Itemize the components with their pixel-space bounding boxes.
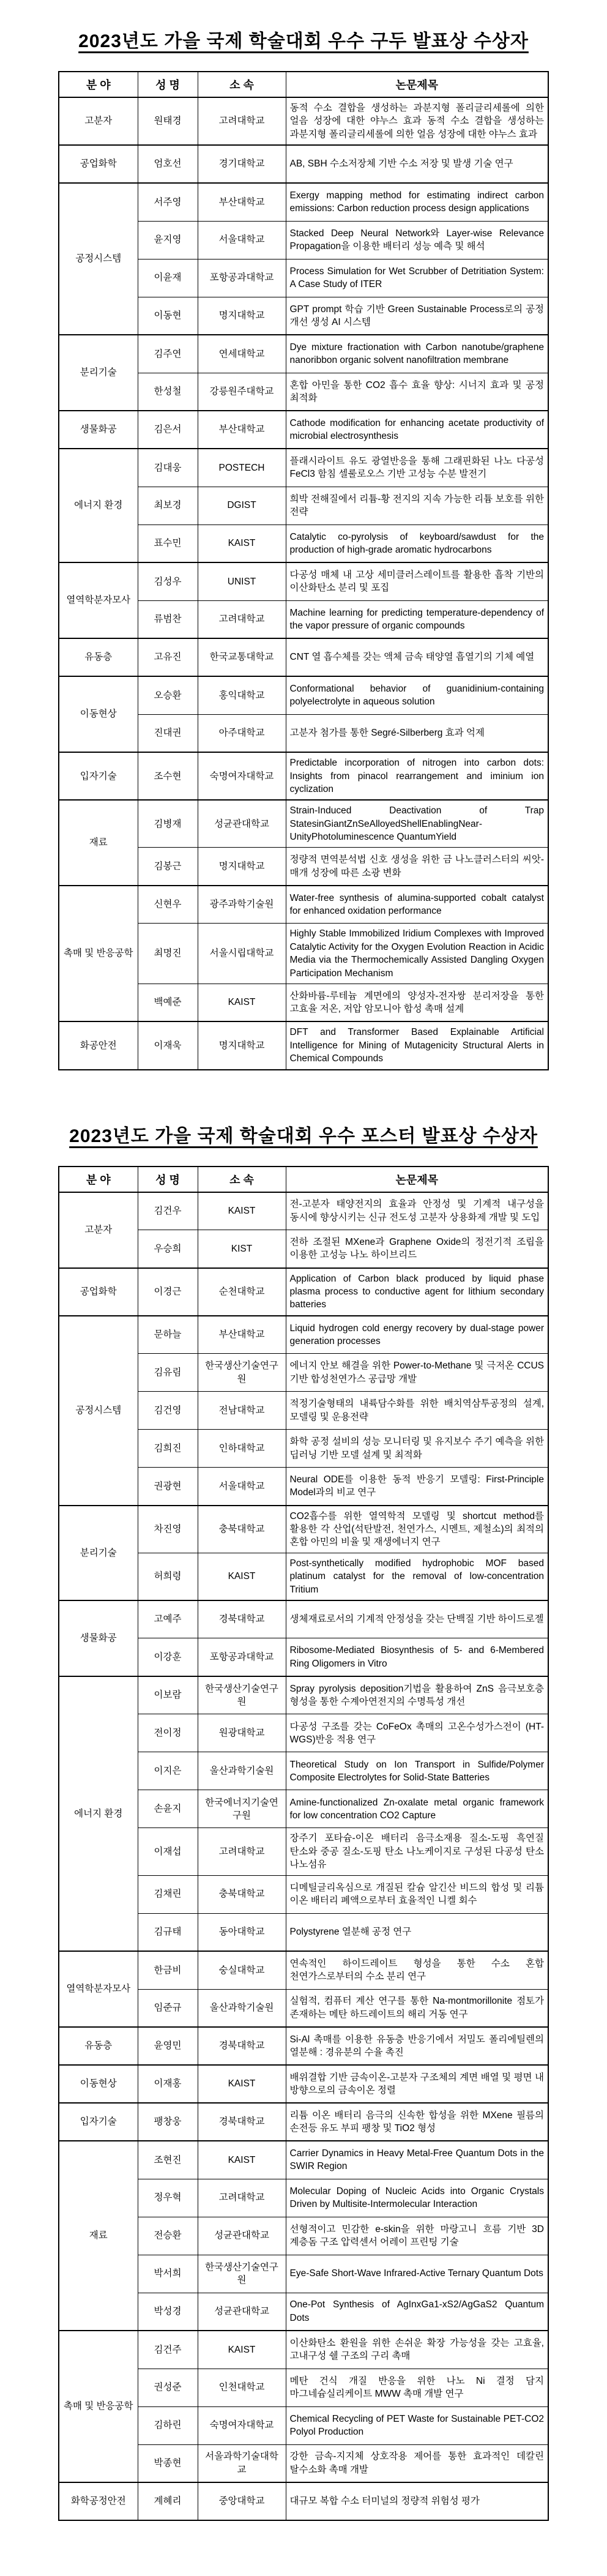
name-cell: 표수민	[138, 525, 198, 562]
award-row	[59, 1268, 548, 1316]
paper-title-cell: Process Simulation for Wet Scrubber of Detritiation System: A Case Study of ITER	[286, 259, 548, 297]
oral-award-section	[58, 26, 549, 1070]
field-cell: 화공안전	[59, 1021, 138, 1069]
field-cell: 열역학분자모사	[59, 1951, 138, 2027]
field-cell: 에너지 환경	[59, 449, 138, 562]
poster-award-title: 2023년도 가을 국제 학술대회 우수 포스터 발표상 수상자	[69, 1126, 538, 1146]
name-cell: 이경근	[138, 1268, 198, 1316]
affiliation-cell: KAIST	[198, 984, 286, 1021]
affiliation-cell: UNIST	[198, 562, 286, 600]
name-cell: 이재섭	[138, 1828, 198, 1875]
name-cell: 김은서	[138, 411, 198, 449]
affiliation-cell: 한국교통대학교	[198, 638, 286, 676]
affiliation-cell: 한국생산기술연구원	[198, 2255, 286, 2293]
paper-title-cell: 고분자 첨가를 통한 Segré-Silberberg 효과 억제	[286, 714, 548, 752]
paper-title-cell: CNT 열 흡수체를 갖는 액체 금속 태양열 흡열기의 기체 예열	[286, 638, 548, 676]
affiliation-cell: 서울시립대학교	[198, 924, 286, 984]
name-cell: 허희령	[138, 1553, 198, 1600]
field-cell: 입자기술	[59, 752, 138, 800]
affiliation-cell: 고려대학교	[198, 600, 286, 638]
paper-title-cell: Conformational behavior of guanidinium-containing polyelectrolyte in aqueous solution	[286, 676, 548, 714]
affiliation-cell: 고려대학교	[198, 1828, 286, 1875]
name-cell: 이재욱	[138, 1021, 198, 1069]
paper-title-cell: 메탄 건식 개질 반응을 위한 나노 Ni 결정 담지 마그네슘실리케이트 MWW 촉매 개발 연구	[286, 2369, 548, 2406]
name-cell: 이동현	[138, 297, 198, 335]
name-cell: 박서희	[138, 2255, 198, 2293]
paper-title-cell: Theoretical Study on Ion Transport in Sulfide/Polymer Composite Electrolytes for Solid-State Batteries	[286, 1752, 548, 1790]
paper-title-cell: One-Pot Synthesis of AgInxGa1-xS2/AgGaS2 Quantum Dots	[286, 2293, 548, 2331]
paper-title-cell: 희박 전해질에서 리튬-황 전지의 지속 가능한 리튬 보호를 위한 전략	[286, 487, 548, 525]
award-row	[59, 2027, 548, 2065]
award-row	[59, 335, 548, 373]
affiliation-cell: KAIST	[198, 1553, 286, 1600]
name-cell: 최명진	[138, 924, 198, 984]
column-header-affiliation: 소 속	[198, 72, 286, 97]
name-cell: 정우혁	[138, 2179, 198, 2217]
name-cell: 고예주	[138, 1600, 198, 1638]
paper-title-cell: 다공성 매체 내 고상 세미클러스레이트를 활용한 흡착 기반의 이산화탄소 분리 및 포집	[286, 562, 548, 600]
paper-title-cell: AB, SBH 수소저장체 기반 수소 저장 및 발생 기술 연구	[286, 145, 548, 183]
paper-title-cell: 적정기술형태의 내륙담수화를 위한 배치역삼투공정의 설계, 모델링 및 운용전략	[286, 1392, 548, 1430]
award-row	[59, 183, 548, 221]
affiliation-cell: 숙명여자대학교	[198, 752, 286, 800]
award-row	[59, 1506, 548, 1553]
affiliation-cell: 성균관대학교	[198, 2217, 286, 2255]
affiliation-cell: 명지대학교	[198, 297, 286, 335]
affiliation-cell: 홍익대학교	[198, 676, 286, 714]
name-cell: 우승희	[138, 1230, 198, 1268]
affiliation-cell: KAIST	[198, 2331, 286, 2369]
paper-title-cell: 리튬 이온 배터리 음극의 신속한 합성을 위한 MXene 필름의 손전등 유도 부피 팽창 및 TiO2 형성	[286, 2103, 548, 2141]
name-cell: 김건주	[138, 2331, 198, 2369]
name-cell: 신현우	[138, 886, 198, 924]
header-row	[59, 72, 548, 97]
award-row	[59, 752, 548, 800]
affiliation-cell: 울산과학기술원	[198, 1989, 286, 2027]
affiliation-cell: 순천대학교	[198, 1268, 286, 1316]
paper-title-cell: Cathode modification for enhancing acetate productivity of microbial electrosynthesis	[286, 411, 548, 449]
affiliation-cell: 고려대학교	[198, 97, 286, 145]
paper-title-cell: 플래시라이트 유도 광열반응을 통해 그래핀화된 나노 다공성 FeCl3 함침 셀룰로오스 기반 고성능 수분 발전기	[286, 449, 548, 487]
affiliation-cell: 인하대학교	[198, 1430, 286, 1468]
paper-title-cell: 배위결합 기반 금속이온-고분자 구조체의 계면 배열 및 평면 내 방향으로의 금속이온 정렬	[286, 2065, 548, 2103]
paper-title-cell: Strain-Induced Deactivation of Trap StatesinGiantZnSeAlloyedShellEnablingNear-UnityPhotoluminescence QuantumYield	[286, 800, 548, 848]
field-cell: 공정시스템	[59, 183, 138, 335]
paper-title-cell: 이산화탄소 환원을 위한 손쉬운 확장 가능성을 갖는 고효율, 고내구성 쉘 구조의 구리 촉매	[286, 2331, 548, 2369]
field-cell: 공정시스템	[59, 1316, 138, 1506]
paper-title-cell: 연속적인 하이드레이트 형성을 통한 수소 혼합 천연가스로부터의 수소 분리 연구	[286, 1951, 548, 1989]
affiliation-cell: 한국생산기술연구원	[198, 1676, 286, 1714]
paper-title-cell: Spray pyrolysis deposition기법을 활용하여 ZnS 음극보호층 형성을 통한 수계아연전지의 수명특성 개선	[286, 1676, 548, 1714]
name-cell: 서주영	[138, 183, 198, 221]
name-cell: 한성철	[138, 373, 198, 411]
affiliation-cell: 포항공과대학교	[198, 259, 286, 297]
name-cell: 김하린	[138, 2406, 198, 2444]
paper-title-cell: Eye-Safe Short-Wave Infrared-Active Ternary Quantum Dots	[286, 2255, 548, 2293]
name-cell: 조수현	[138, 752, 198, 800]
award-row	[59, 638, 548, 676]
affiliation-cell: 명지대학교	[198, 1021, 286, 1069]
affiliation-cell: KAIST	[198, 525, 286, 562]
award-row	[59, 676, 548, 714]
affiliation-cell: 부산대학교	[198, 411, 286, 449]
name-cell: 이보람	[138, 1676, 198, 1714]
paper-title-cell: 생체재료로서의 기계적 안정성을 갖는 단백질 기반 하이드로젤	[286, 1600, 548, 1638]
paper-title-cell: Catalytic co-pyrolysis of keyboard/sawdust for the production of high-grade aromatic hydrocarbons	[286, 525, 548, 562]
affiliation-cell: 원광대학교	[198, 1714, 286, 1752]
paper-title-cell: Highly Stable Immobilized Iridium Complexes with Improved Catalytic Activity for the Oxygen Evolution Reaction in Acidic Media via the Thermochemically Assisted Dangling Oxygen Participation Mechanism	[286, 924, 548, 984]
name-cell: 김건우	[138, 1192, 198, 1230]
name-cell: 윤지영	[138, 221, 198, 259]
field-cell: 고분자	[59, 1192, 138, 1268]
paper-title-cell: 산화바륨-루테늄 계면에의 양성자-전자쌍 분리저장을 통한 고효율 저온, 저압 암모니아 합성 촉매 설계	[286, 984, 548, 1021]
award-row	[59, 886, 548, 924]
field-cell: 에너지 환경	[59, 1676, 138, 1951]
name-cell: 김병재	[138, 800, 198, 848]
affiliation-cell: KAIST	[198, 2065, 286, 2103]
affiliation-cell: 울산과학기술원	[198, 1752, 286, 1790]
paper-title-cell: Exergy mapping method for estimating indirect carbon emissions: Carbon reduction process design applications	[286, 183, 548, 221]
paper-title-cell: Dye mixture fractionation with Carbon nanotube/graphene nanoribbon organic solvent nanofiltration membrane	[286, 335, 548, 373]
paper-title-cell: Chemical Recycling of PET Waste for Sustainable PET-CO2 Polyol Production	[286, 2406, 548, 2444]
name-cell: 김주연	[138, 335, 198, 373]
paper-title-cell: Liquid hydrogen cold energy recovery by dual-stage power generation processes	[286, 1316, 548, 1354]
paper-title-cell: Ribosome-Mediated Biosynthesis of 5- and 6-Membered Ring Oligomers in Vitro	[286, 1638, 548, 1676]
name-cell: 김대웅	[138, 449, 198, 487]
name-cell: 조현진	[138, 2141, 198, 2179]
affiliation-cell: 성균관대학교	[198, 800, 286, 848]
paper-title-cell: Water-free synthesis of alumina-supported cobalt catalyst for enhanced oxidation performance	[286, 886, 548, 924]
paper-title-cell: DFT and Transformer Based Explainable Artificial Intelligence for Mining of Mutagenicity Structural Alerts in Chemical Compounds	[286, 1021, 548, 1069]
affiliation-cell: 연세대학교	[198, 335, 286, 373]
award-row	[59, 1192, 548, 1230]
name-cell: 류범찬	[138, 600, 198, 638]
name-cell: 김성우	[138, 562, 198, 600]
paper-title-cell: Carrier Dynamics in Heavy Metal-Free Quantum Dots in the SWIR Region	[286, 2141, 548, 2179]
affiliation-cell: 숙명여자대학교	[198, 2406, 286, 2444]
column-header-name: 성 명	[138, 1167, 198, 1192]
field-cell: 재료	[59, 2141, 138, 2331]
name-cell: 박성경	[138, 2293, 198, 2331]
name-cell: 차진영	[138, 1506, 198, 1553]
affiliation-cell: 경북대학교	[198, 2103, 286, 2141]
paper-title-cell: 전하 조절된 MXene과 Graphene Oxide의 정전기적 조립을 이용한 고성능 나노 하이브리드	[286, 1230, 548, 1268]
paper-title-cell: 대규모 복합 수소 터미널의 정량적 위험성 평가	[286, 2482, 548, 2520]
affiliation-cell: 동아대학교	[198, 1913, 286, 1951]
name-cell: 고유진	[138, 638, 198, 676]
paper-title-cell: Neural ODE를 이용한 동적 반응기 모델링: First-Principle Model과의 비교 연구	[286, 1468, 548, 1506]
field-cell: 화학공정안전	[59, 2482, 138, 2520]
paper-title-cell: 강한 금속-지지체 상호작용 제어를 통한 효과적인 데칼린 탈수소화 촉매 개발	[286, 2444, 548, 2482]
affiliation-cell: 경북대학교	[198, 2027, 286, 2065]
name-cell: 엄호선	[138, 145, 198, 183]
field-cell: 재료	[59, 800, 138, 886]
name-cell: 권광현	[138, 1468, 198, 1506]
award-row	[59, 1676, 548, 1714]
affiliation-cell: 명지대학교	[198, 848, 286, 886]
affiliation-cell: 강릉원주대학교	[198, 373, 286, 411]
paper-title-cell: Molecular Doping of Nucleic Acids into Organic Crystals Driven by Multisite-Intermolecular Interaction	[286, 2179, 548, 2217]
name-cell: 임준규	[138, 1989, 198, 2027]
name-cell: 전이정	[138, 1714, 198, 1752]
paper-title-cell: 선형적이고 민감한 e-skin을 위한 마랑고니 흐름 기반 3D 계층돔 구조 압력센서 어레이 프린팅 기술	[286, 2217, 548, 2255]
affiliation-cell: KAIST	[198, 2141, 286, 2179]
paper-title-cell: GPT prompt 학습 기반 Green Sustainable Process로의 공정 개선 생성 AI 시스템	[286, 297, 548, 335]
affiliation-cell: 서울대학교	[198, 221, 286, 259]
affiliation-cell: KAIST	[198, 1192, 286, 1230]
field-cell: 고분자	[59, 97, 138, 145]
affiliation-cell: 광주과학기술원	[198, 886, 286, 924]
field-cell: 생물화공	[59, 1600, 138, 1676]
affiliation-cell: 한국생산기술연구원	[198, 1354, 286, 1392]
award-row	[59, 562, 548, 600]
affiliation-cell: 한국에너지기술연구원	[198, 1790, 286, 1828]
field-cell: 열역학분자모사	[59, 562, 138, 638]
affiliation-cell: POSTECH	[198, 449, 286, 487]
paper-title-cell: CO2흡수를 위한 열역학적 모델링 및 shortcut method를 활용한 각 산업(석탄발전, 천연가스, 시멘트, 제철소)의 최적의 혼합 아민의 비율 및 재생에너지 연구	[286, 1506, 548, 1553]
field-cell: 이동현상	[59, 2065, 138, 2103]
affiliation-cell: 중앙대학교	[198, 2482, 286, 2520]
name-cell: 김희진	[138, 1430, 198, 1468]
affiliation-cell: 전남대학교	[198, 1392, 286, 1430]
affiliation-cell: 부산대학교	[198, 183, 286, 221]
oral-award-table	[58, 71, 549, 1070]
field-cell: 촉매 및 반응공학	[59, 886, 138, 1022]
affiliation-cell: DGIST	[198, 487, 286, 525]
affiliation-cell: 부산대학교	[198, 1316, 286, 1354]
affiliation-cell: 경기대학교	[198, 145, 286, 183]
paper-title-cell: 디메틸글리옥심으로 개질된 칼슘 알긴산 비드의 합성 및 리튬 이온 배터리 폐액으로부터 효율적인 니켈 회수	[286, 1875, 548, 1913]
paper-title-cell: Amine-functionalized Zn-oxalate metal organic framework for low concentration CO2 Capture	[286, 1790, 548, 1828]
award-row	[59, 1316, 548, 1354]
name-cell: 박종현	[138, 2444, 198, 2482]
paper-title-cell: 혼합 아민을 통한 CO2 흡수 효율 향상: 시너지 효과 및 공정 최적화	[286, 373, 548, 411]
name-cell: 한금비	[138, 1951, 198, 1989]
column-header-affiliation: 소 속	[198, 1167, 286, 1192]
column-header-paper-title: 논문제목	[286, 1167, 548, 1192]
poster-award-table	[58, 1166, 549, 2522]
name-cell: 팽창웅	[138, 2103, 198, 2141]
column-header-field: 분 야	[59, 72, 138, 97]
column-header-name: 성 명	[138, 72, 198, 97]
award-row	[59, 449, 548, 487]
name-cell: 김채린	[138, 1875, 198, 1913]
affiliation-cell: 고려대학교	[198, 2179, 286, 2217]
affiliation-cell: 충북대학교	[198, 1875, 286, 1913]
affiliation-cell: 서울과학기술대학교	[198, 2444, 286, 2482]
name-cell: 오승환	[138, 676, 198, 714]
affiliation-cell: KIST	[198, 1230, 286, 1268]
affiliation-cell: 인천대학교	[198, 2369, 286, 2406]
paper-title-cell: 다공성 구조를 갖는 CoFeOx 촉매의 고온수성가스전이 (HT-WGS)반응 적용 연구	[286, 1714, 548, 1752]
name-cell: 권성준	[138, 2369, 198, 2406]
name-cell: 이강훈	[138, 1638, 198, 1676]
name-cell: 전승환	[138, 2217, 198, 2255]
paper-title-cell: Stacked Deep Neural Network와 Layer-wise Relevance Propagation을 이용한 배터리 성능 예측 및 해석	[286, 221, 548, 259]
award-row	[59, 411, 548, 449]
name-cell: 윤영민	[138, 2027, 198, 2065]
affiliation-cell: 아주대학교	[198, 714, 286, 752]
field-cell: 이동현상	[59, 676, 138, 752]
affiliation-cell: 서울대학교	[198, 1468, 286, 1506]
field-cell: 유동층	[59, 638, 138, 676]
paper-title-cell: 화학 공정 설비의 성능 모니터링 및 유지보수 주기 예측을 위한 딥러닝 기반 모델 설계 및 최적화	[286, 1430, 548, 1468]
affiliation-cell: 충북대학교	[198, 1506, 286, 1553]
award-row	[59, 1951, 548, 1989]
column-header-field: 분 야	[59, 1167, 138, 1192]
award-row	[59, 2482, 548, 2520]
name-cell: 김유림	[138, 1354, 198, 1392]
paper-title-cell: 전-고분자 태양전지의 효율과 안정성 및 기계적 내구성을 동시에 향상시키는 신규 전도성 고분자 상용화제 개발 및 도입	[286, 1192, 548, 1230]
field-cell: 분리기술	[59, 335, 138, 411]
field-cell: 유동층	[59, 2027, 138, 2065]
name-cell: 문하늘	[138, 1316, 198, 1354]
poster-award-section	[58, 1121, 549, 2522]
name-cell: 김봉근	[138, 848, 198, 886]
paper-title-cell: Machine learning for predicting temperature-dependency of the vapor pressure of organic compounds	[286, 600, 548, 638]
award-row	[59, 145, 548, 183]
name-cell: 이재홍	[138, 2065, 198, 2103]
paper-title-cell: 정량적 면역분석법 신호 생성을 위한 금 나노클러스터의 씨앗-매개 성장에 따른 소광 변화	[286, 848, 548, 886]
name-cell: 최보경	[138, 487, 198, 525]
paper-title-cell: Polystyrene 열분해 공정 연구	[286, 1913, 548, 1951]
award-row	[59, 2103, 548, 2141]
award-row	[59, 800, 548, 848]
affiliation-cell: 경북대학교	[198, 1600, 286, 1638]
award-row	[59, 2141, 548, 2179]
affiliation-cell: 숭실대학교	[198, 1951, 286, 1989]
name-cell: 김규태	[138, 1913, 198, 1951]
field-cell: 분리기술	[59, 1506, 138, 1600]
paper-title-cell: 동적 수소 결합을 생성하는 과분지형 폴리글리세롤에 의한 얼음 성장에 대한 야누스 효과 동적 수소 결합을 생성하는 과분지형 폴리글리세롤에 의한 얼음 성장에 대한 야누스 효과	[286, 97, 548, 145]
name-cell: 진대권	[138, 714, 198, 752]
paper-title-cell: 장주기 포타슘-이온 배터리 음극소재용 질소-도핑 흑연질 탄소와 중공 질소-도핑 탄소 나노케이지로 구성된 다공성 탄소 나노섬유	[286, 1828, 548, 1875]
paper-title-cell: Application of Carbon black produced by liquid phase plasma process to conductive agent for lithium secondary batteries	[286, 1268, 548, 1316]
oral-award-title: 2023년도 가을 국제 학술대회 우수 구두 발표상 수상자	[78, 31, 529, 51]
name-cell: 계혜리	[138, 2482, 198, 2520]
field-cell: 공업화학	[59, 145, 138, 183]
affiliation-cell: 포항공과대학교	[198, 1638, 286, 1676]
paper-title-cell: 실험적, 컴퓨터 계산 연구를 통한 Na-montmorillonite 점토가 존재하는 메탄 하드레이트의 해리 거동 연구	[286, 1989, 548, 2027]
award-row	[59, 2331, 548, 2369]
field-cell: 입자기술	[59, 2103, 138, 2141]
name-cell: 김건영	[138, 1392, 198, 1430]
name-cell: 백예준	[138, 984, 198, 1021]
affiliation-cell: 성균관대학교	[198, 2293, 286, 2331]
paper-title-cell: Predictable incorporation of nitrogen into carbon dots: Insights from pinacol rearrangement and iminium ion cyclization	[286, 752, 548, 800]
field-cell: 생물화공	[59, 411, 138, 449]
award-row	[59, 97, 548, 145]
award-row	[59, 2065, 548, 2103]
paper-title-cell: Si-Al 촉매를 이용한 유동층 반응기에서 저밀도 폴리에틸렌의 열분해 : 경유분의 수율 촉진	[286, 2027, 548, 2065]
name-cell: 이지은	[138, 1752, 198, 1790]
header-row	[59, 1167, 548, 1192]
field-cell: 공업화학	[59, 1268, 138, 1316]
name-cell: 손윤지	[138, 1790, 198, 1828]
award-row	[59, 1021, 548, 1069]
name-cell: 원태경	[138, 97, 198, 145]
award-row	[59, 1600, 548, 1638]
column-header-paper-title: 논문제목	[286, 72, 548, 97]
name-cell: 이윤재	[138, 259, 198, 297]
paper-title-cell: Post-synthetically modified hydrophobic MOF based platinum catalyst for the removal of low-concentration Tritium	[286, 1553, 548, 1600]
field-cell: 촉매 및 반응공학	[59, 2331, 138, 2482]
paper-title-cell: 에너지 안보 해결을 위한 Power-to-Methane 및 극저온 CCUS 기반 합성천연가스 공급망 개발	[286, 1354, 548, 1392]
